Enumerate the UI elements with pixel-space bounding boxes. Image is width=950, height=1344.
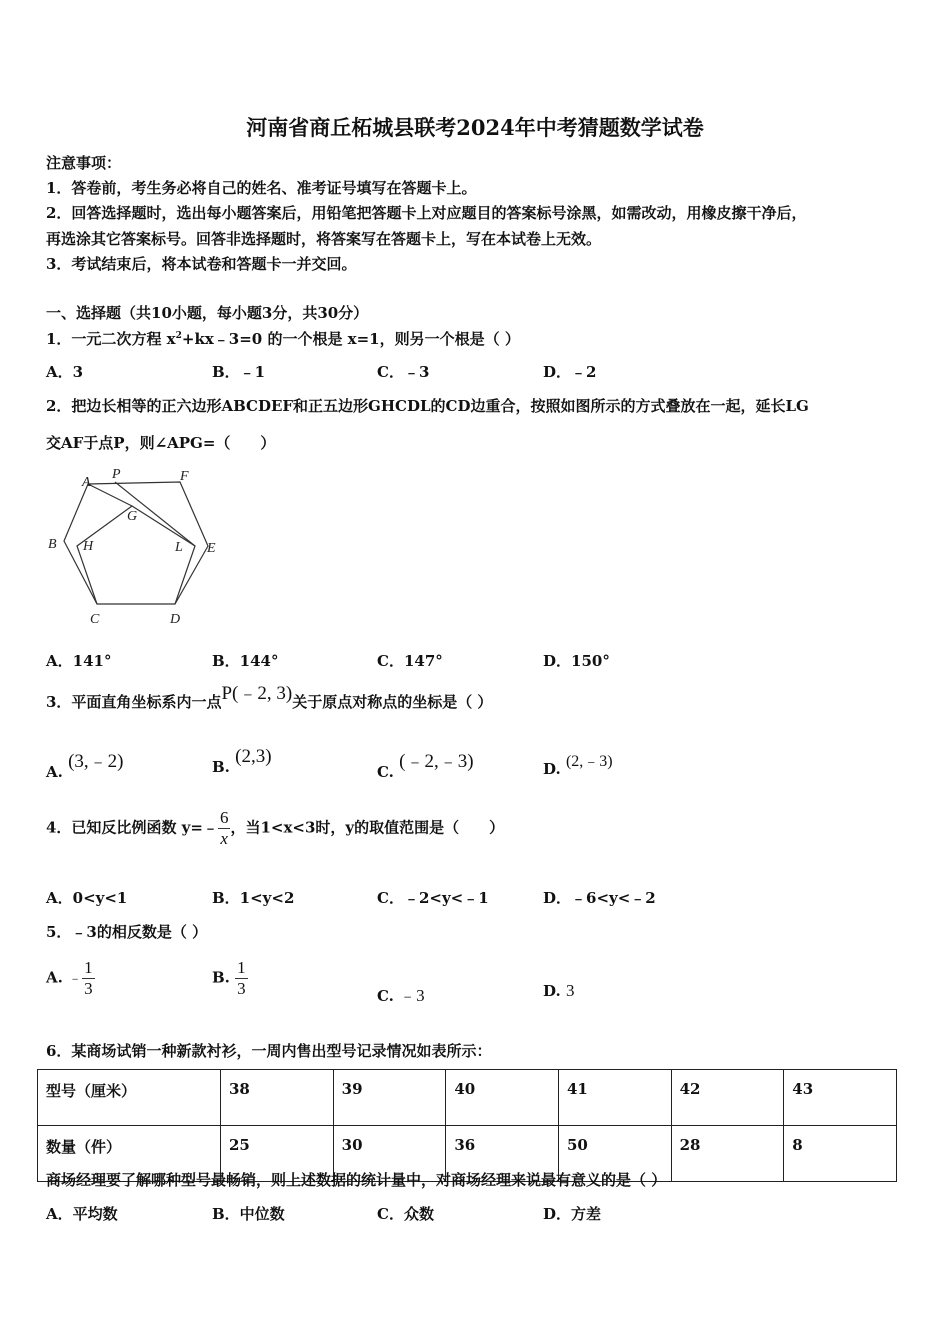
table-cell: 25	[221, 1126, 334, 1182]
q6-question: 商场经理要了解哪种型号最畅销，则上述数据的统计量中，对商场经理来说最有意义的是（ ）	[46, 1171, 667, 1189]
table-cell: 型号（厘米）	[38, 1070, 221, 1126]
label-h: H	[83, 539, 94, 554]
q2-option-a[interactable]: A．141°	[46, 652, 112, 670]
table-row	[38, 1070, 897, 1126]
q3-stem: 3．平面直角坐标系内一点P(﹣2, 3)关于原点对称点的坐标是（ ）	[46, 683, 493, 711]
table-cell: 数量（件）	[38, 1126, 221, 1182]
q5-option-a[interactable]: A. ﹣ $\frac{1}{3}$	[46, 958, 93, 998]
q4-option-c[interactable]: C．﹣2<y<﹣1	[377, 889, 489, 907]
q3-option-c[interactable]: C. (﹣2,﹣3)	[377, 751, 474, 781]
notice-item: 1．答卷前，考生务必将自己的姓名、准考证号填写在答题卡上。	[46, 179, 477, 197]
table-cell: 50	[558, 1126, 671, 1182]
table-cell: 28	[671, 1126, 784, 1182]
line-ag	[88, 484, 132, 506]
notice-heading: 注意事项：	[46, 154, 122, 172]
q1-option-b[interactable]: B．﹣1	[212, 363, 266, 381]
q2-stem-line2: 交AF于点P，则∠APG=（ ）	[46, 434, 276, 452]
label-p: P	[112, 467, 121, 482]
q2-option-c[interactable]: C．147°	[377, 652, 443, 670]
section-heading: 一、选择题（共10小题，每小题3分，共30分）	[46, 304, 369, 322]
notice-item: 再选涂其它答案标号。回答非选择题时，将答案写在答题卡上，写在本试卷上无效。	[46, 230, 602, 248]
q5-option-c[interactable]: C. ﹣3	[377, 986, 425, 1005]
q6-stem: 6．某商场试销一种新款衬衫，一周内售出型号记录情况如表所示：	[46, 1042, 492, 1060]
q3-option-a[interactable]: A. (3,﹣2)	[46, 751, 124, 781]
table-cell: 40	[446, 1070, 559, 1126]
q1-option-d[interactable]: D．﹣2	[543, 363, 597, 381]
label-b: B	[48, 537, 57, 552]
q1-stem: 1．一元二次方程 $x^2+kx﹣3=0$ 的一个根是 x=1，则另一个根是（ ）	[46, 330, 520, 348]
q6-option-c[interactable]: C．众数	[377, 1205, 434, 1223]
hexagon-pentagon-figure	[40, 460, 240, 630]
q6-option-d[interactable]: D．方差	[543, 1205, 602, 1223]
q4-stem: 4．已知反比例函数 y=﹣ $\frac{6}{x}$ ，当1<x<3时，y的取值范围是（ ）	[46, 808, 505, 848]
q4-option-d[interactable]: D．﹣6<y<﹣2	[543, 889, 656, 907]
table-cell: 8	[784, 1126, 897, 1182]
label-e: E	[207, 541, 216, 556]
q6-option-a[interactable]: A．平均数	[46, 1205, 118, 1223]
notice-item: 2．回答选择题时，选出每小题答案后，用铅笔把答题卡上对应题目的答案标号涂黑，如需改动，用橡皮擦干净后，	[46, 204, 807, 222]
q2-stem-line1: 2．把边长相等的正六边形ABCDEF和正五边形GHCDL的CD边重合，按照如图所示的方式叠放在一起，延长LG	[46, 397, 809, 415]
q2-option-d[interactable]: D．150°	[543, 652, 610, 670]
q1-option-c[interactable]: C．﹣3	[377, 363, 430, 381]
q5-option-b[interactable]: B. $\frac{1}{3}$	[212, 958, 246, 998]
table-cell: 43	[784, 1070, 897, 1126]
q3-option-d[interactable]: D. (2,﹣3)	[543, 753, 613, 778]
table-cell: 42	[671, 1070, 784, 1126]
q3-option-b[interactable]: B. (2,3)	[212, 746, 272, 776]
page-title: 河南省商丘柘城县联考2024年中考猜题数学试卷	[246, 115, 704, 140]
q4-option-a[interactable]: A．0<y<1	[46, 889, 128, 907]
notice-item: 3．考试结束后，将本试卷和答题卡一并交回。	[46, 255, 357, 273]
table-cell: 41	[558, 1070, 671, 1126]
table-cell: 38	[221, 1070, 334, 1126]
q4-option-b[interactable]: B．1<y<2	[212, 889, 295, 907]
label-f: F	[180, 469, 189, 484]
label-l: L	[175, 540, 183, 555]
label-g: G	[127, 509, 138, 524]
q6-option-b[interactable]: B．中位数	[212, 1205, 285, 1223]
q5-stem: 5．﹣3的相反数是（ ）	[46, 923, 208, 941]
label-a: A	[82, 475, 91, 490]
label-c: C	[90, 612, 100, 627]
table-cell: 39	[333, 1070, 446, 1126]
table-cell: 30	[333, 1126, 446, 1182]
label-d: D	[170, 612, 181, 627]
table-cell: 36	[446, 1126, 559, 1182]
q1-option-a[interactable]: A．3	[46, 363, 84, 381]
q6-table	[37, 1069, 897, 1182]
q5-option-d[interactable]: D. 3	[543, 981, 575, 1000]
q2-option-b[interactable]: B．144°	[212, 652, 279, 670]
